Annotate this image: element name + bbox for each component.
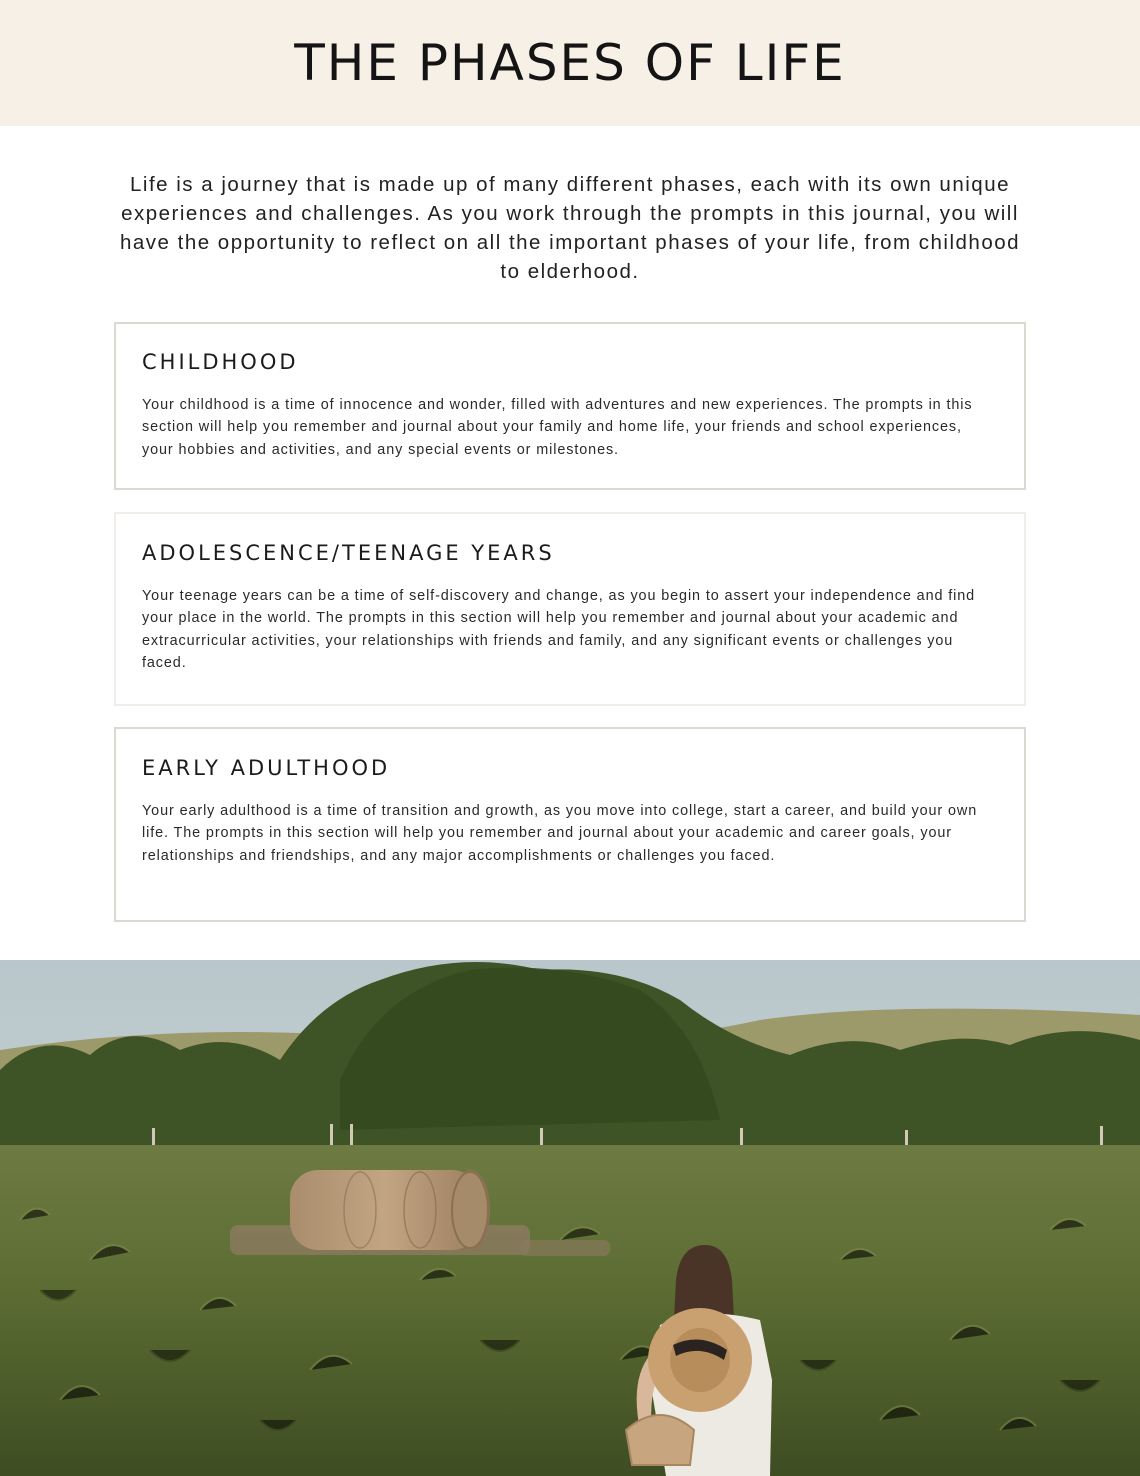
- section-heading: EARLY ADULTHOOD: [142, 756, 391, 780]
- page-header: [0, 0, 1140, 126]
- section-card-early-adulthood: [114, 727, 1026, 922]
- page-title: THE PHASES OF LIFE: [294, 34, 846, 92]
- section-heading: ADOLESCENCE/TEENAGE YEARS: [142, 541, 555, 565]
- section-card-childhood: [114, 322, 1026, 490]
- intro-paragraph: Life is a journey that is made up of many different phases, each with its own unique experiences and challenges. As you work through the prompts in this journal, you will have the opportunity to reflect on all the important phases of your life, from childhood to elderhood.: [119, 173, 1021, 283]
- section-body: Your teenage years can be a time of self-discovery and change, as you begin to assert your independence and find your place in the world. The prompts in this section will help you remember and journal about your academic and extracurricular activities, your relationships with friends and family, and any significant events or challenges you faced.: [142, 588, 976, 672]
- field-photo: [0, 960, 1140, 1476]
- section-card-adolescence: [114, 512, 1026, 706]
- section-body: Your childhood is a time of innocence and wonder, filled with adventures and new experiences. The prompts in this section will help you remember and journal about your family and home life, your friends and school experiences, your hobbies and activities, and any special events or milestones.: [142, 397, 973, 458]
- section-heading: CHILDHOOD: [142, 350, 299, 374]
- section-body: Your early adulthood is a time of transition and growth, as you move into college, start a career, and build your own life. The prompts in this section will help you remember and journal about your academic and career goals, your relationships and friendships, and any major accomplishments or challenges you faced.: [142, 803, 978, 864]
